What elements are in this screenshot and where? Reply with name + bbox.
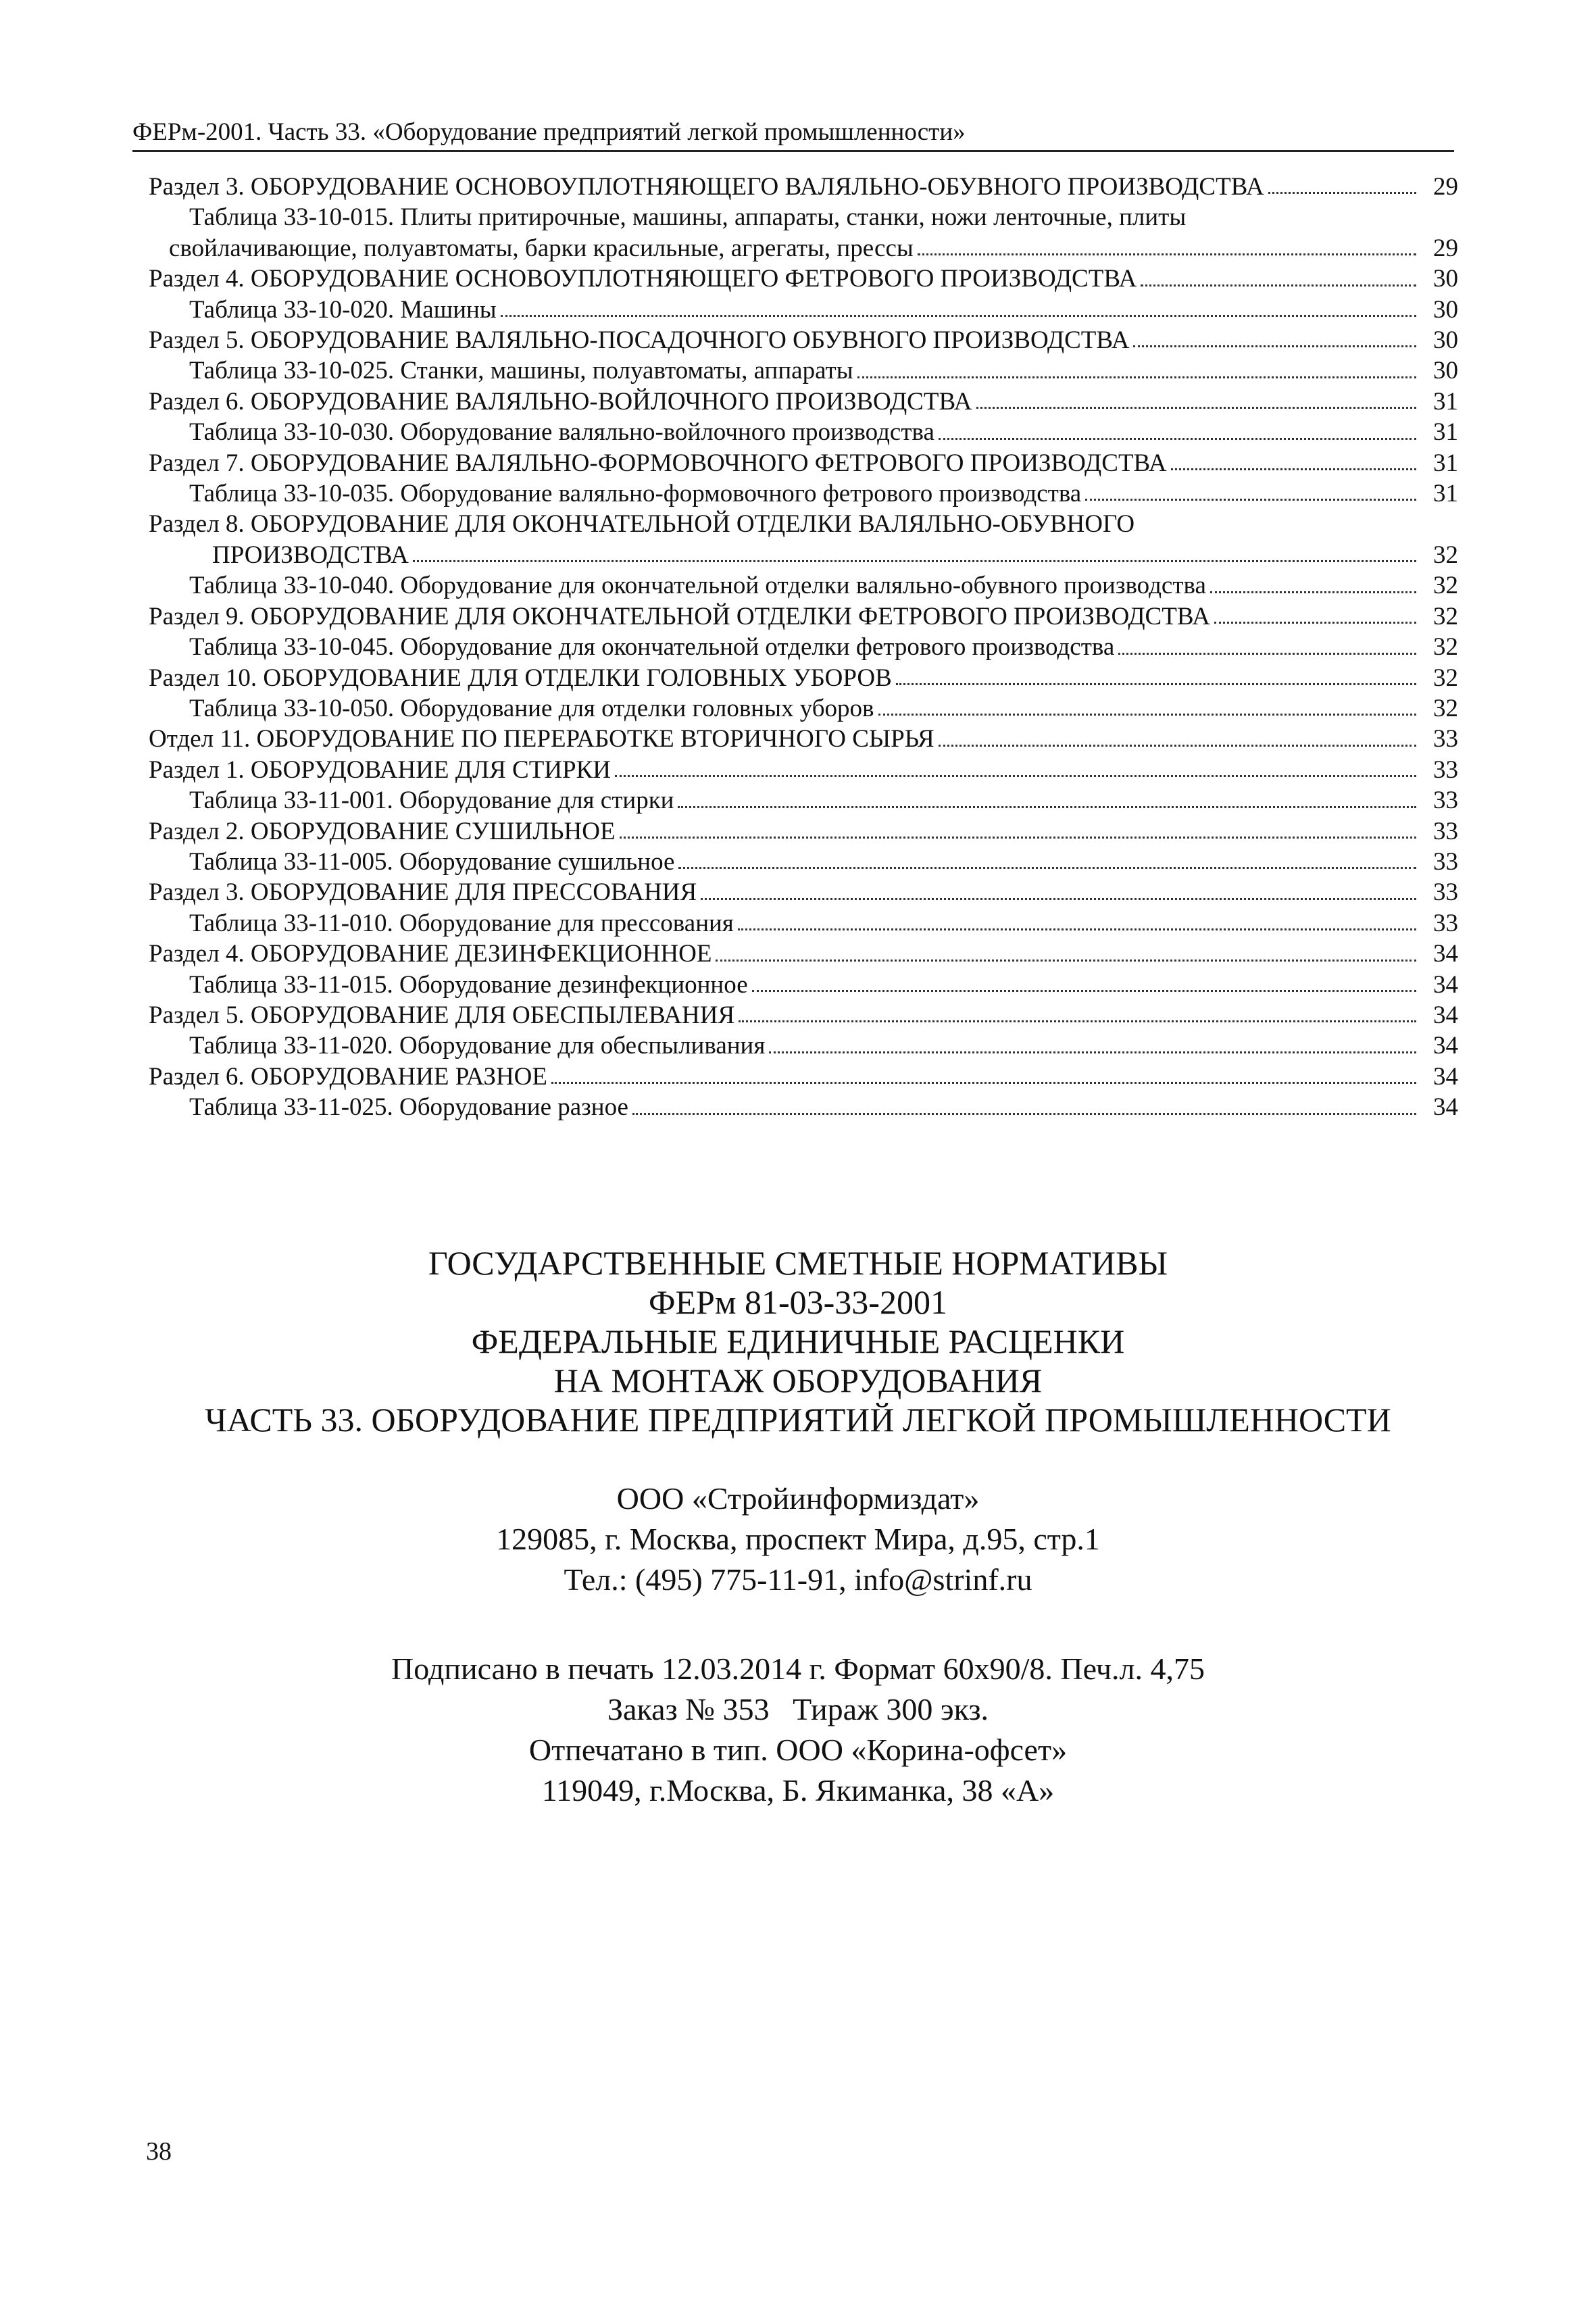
leader-dots	[551, 1082, 1416, 1084]
leader-dots	[716, 960, 1416, 962]
leader-dots	[1268, 192, 1416, 194]
table-of-contents	[149, 172, 1458, 1123]
toc-entry[interactable]: Таблица 33-10-050. Оборудование для отделки головных уборов 32	[149, 693, 1458, 724]
toc-entry[interactable]: Таблица 33-10-030. Оборудование валяльно-войлочного производства 31	[149, 417, 1458, 447]
leader-dots	[678, 867, 1416, 869]
leader-dots	[896, 683, 1416, 685]
toc-page-number: 34	[1433, 940, 1458, 968]
leader-dots	[738, 928, 1416, 930]
toc-entry[interactable]: Раздел 5. ОБОРУДОВАНИЕ ДЛЯ ОБЕСПЫЛЕВАНИЯ 34	[149, 1000, 1458, 1030]
toc-page-number: 32	[1433, 541, 1458, 569]
toc-page-number: 31	[1433, 418, 1458, 447]
toc-page-number: 33	[1433, 847, 1458, 876]
title-line: НА МОНТАЖ ОБОРУДОВАНИЯ	[553, 1362, 1043, 1399]
toc-page-number: 30	[1433, 326, 1458, 355]
toc-entry[interactable]: Таблица 33-11-025. Оборудование разное 34	[149, 1092, 1458, 1122]
leader-dots	[769, 1051, 1416, 1053]
toc-page-number: 33	[1433, 787, 1458, 815]
toc-entry[interactable]: Таблица 33-11-005. Оборудование сушильное 33	[149, 847, 1458, 877]
toc-page-number: 34	[1433, 970, 1458, 999]
leader-dots	[1171, 468, 1416, 470]
title-line: ГОСУДАРСТВЕННЫЕ СМЕТНЫЕ НОРМАТИВЫ	[428, 1244, 1168, 1282]
toc-entry[interactable]: Раздел 3. ОБОРУДОВАНИЕ ДЛЯ ПРЕССОВАНИЯ 33	[149, 877, 1458, 907]
print-info-block	[0, 1649, 1596, 1811]
print-signed-line: Подписано в печать 12.03.2014 г. Формат 60x90/8. Печ.л. 4,75	[391, 1651, 1205, 1686]
toc-page-number: 33	[1433, 878, 1458, 907]
toc-entry[interactable]: Таблица 33-10-045. Оборудование для окончательной отделки фетрового производства 32	[149, 632, 1458, 662]
publisher-contacts: Тел.: (495) 775-11-91, info@strinf.ru	[564, 1562, 1032, 1597]
toc-entry-continuation[interactable]: ПРОИЗВОДСТВА 32	[149, 540, 1458, 570]
toc-entry[interactable]: Раздел 4. ОБОРУДОВАНИЕ ДЕЗИНФЕКЦИОННОЕ 34	[149, 939, 1458, 969]
print-house-line: Отпечатано в тип. ООО «Корина-офсет»	[528, 1733, 1068, 1767]
toc-entry[interactable]: Раздел 2. ОБОРУДОВАНИЕ СУШИЛЬНОЕ 33	[149, 816, 1458, 847]
leader-dots	[739, 1020, 1416, 1022]
title-line: ФЕДЕРАЛЬНЫЕ ЕДИНИЧНЫЕ РАСЦЕНКИ	[471, 1322, 1125, 1360]
toc-entry[interactable]: Раздел 1. ОБОРУДОВАНИЕ ДЛЯ СТИРКИ 33	[149, 755, 1458, 785]
leader-dots	[501, 315, 1416, 317]
publisher-address: 129085, г. Москва, проспект Мира, д.95, стр.1	[496, 1522, 1100, 1556]
leader-dots	[620, 837, 1416, 839]
publisher-name: ООО «Стройинформиздат»	[616, 1481, 980, 1516]
leader-dots	[939, 745, 1416, 747]
print-house-address: 119049, г.Москва, Б. Якиманка, 38 «А»	[541, 1773, 1055, 1808]
toc-page-number: 30	[1433, 265, 1458, 293]
toc-entry[interactable]: Таблица 33-10-020. Машины 30	[149, 295, 1458, 325]
toc-entry[interactable]: Таблица 33-10-025. Станки, машины, полуавтоматы, аппараты 30	[149, 355, 1458, 386]
leader-dots	[752, 990, 1416, 992]
leader-dots	[918, 253, 1416, 255]
toc-page-number: 32	[1433, 633, 1458, 662]
page-number: 38	[146, 2137, 172, 2166]
toc-page-number: 34	[1433, 1032, 1458, 1060]
toc-entry[interactable]: Таблица 33-11-001. Оборудование для стирки 33	[149, 785, 1458, 816]
leader-dots	[632, 1113, 1416, 1115]
leader-dots	[678, 806, 1416, 808]
leader-dots	[701, 898, 1416, 900]
toc-entry-continuation[interactable]: свойлачивающие, полуавтоматы, барки красильные, агрегаты, прессы 29	[149, 233, 1458, 264]
toc-entry[interactable]: Таблица 33-10-035. Оборудование валяльно-формовочного фетрового производства 31	[149, 478, 1458, 509]
toc-entry[interactable]: Таблица 33-11-015. Оборудование дезинфекционное 34	[149, 970, 1458, 1000]
toc-page-number: 31	[1433, 387, 1458, 416]
toc-page-number: 32	[1433, 572, 1458, 600]
toc-page-number: 30	[1433, 295, 1458, 324]
toc-page-number: 30	[1433, 357, 1458, 385]
toc-entry[interactable]: Отдел 11. ОБОРУДОВАНИЕ ПО ПЕРЕРАБОТКЕ ВТОРИЧНОГО СЫРЬЯ 33	[149, 724, 1458, 754]
leader-dots	[878, 714, 1416, 716]
toc-entry[interactable]: Раздел 6. ОБОРУДОВАНИЕ РАЗНОЕ 34	[149, 1062, 1458, 1092]
toc-entry[interactable]: Таблица 33-10-040. Оборудование для окончательной отделки валяльно-обувного производства 32	[149, 570, 1458, 601]
leader-dots	[939, 438, 1416, 440]
toc-entry[interactable]: Раздел 9. ОБОРУДОВАНИЕ ДЛЯ ОКОНЧАТЕЛЬНОЙ ОТДЕЛКИ ФЕТРОВОГО ПРОИЗВОДСТВА 32	[149, 601, 1458, 632]
running-header: ФЕРм-2001. Часть 33. «Оборудование предприятий легкой промышленности»	[132, 116, 1454, 152]
toc-entry[interactable]: Таблица 33-10-015. Плиты притирочные, машины, аппараты, станки, ножи ленточные, плиты	[189, 203, 1187, 232]
leader-dots	[1133, 345, 1416, 347]
toc-entry[interactable]: Таблица 33-11-020. Оборудование для обеспыливания 34	[149, 1030, 1458, 1061]
toc-page-number: 31	[1433, 480, 1458, 508]
toc-page-number: 34	[1433, 1001, 1458, 1029]
toc-entry[interactable]: Раздел 5. ОБОРУДОВАНИЕ ВАЛЯЛЬНО-ПОСАДОЧНОГО ОБУВНОГО ПРОИЗВОДСТВА 30	[149, 325, 1458, 355]
toc-page-number: 32	[1433, 602, 1458, 630]
leader-dots	[1118, 653, 1416, 655]
leader-dots	[857, 376, 1416, 378]
toc-entry[interactable]: Раздел 7. ОБОРУДОВАНИЕ ВАЛЯЛЬНО-ФОРМОВОЧНОГО ФЕТРОВОГО ПРОИЗВОДСТВА 31	[149, 448, 1458, 478]
toc-entry[interactable]: Раздел 3. ОБОРУДОВАНИЕ ОСНОВОУПЛОТНЯЮЩЕГО ВАЛЯЛЬНО-ОБУВНОГО ПРОИЗВОДСТВА 29	[149, 172, 1458, 202]
toc-page-number: 33	[1433, 725, 1458, 753]
print-order-line: Заказ № 353 Тираж 300 экз.	[607, 1692, 989, 1726]
leader-dots	[1214, 622, 1416, 624]
title-line: ЧАСТЬ 33. ОБОРУДОВАНИЕ ПРЕДПРИЯТИЙ ЛЕГКОЙ ПРОМЫШЛЕННОСТИ	[205, 1401, 1391, 1439]
toc-page-number: 33	[1433, 755, 1458, 784]
toc-page-number: 32	[1433, 694, 1458, 722]
toc-entry[interactable]: Раздел 4. ОБОРУДОВАНИЕ ОСНОВОУПЛОТНЯЮЩЕГО ФЕТРОВОГО ПРОИЗВОДСТВА 30	[149, 264, 1458, 294]
toc-page-number: 32	[1433, 664, 1458, 692]
leader-dots	[976, 407, 1416, 409]
toc-page-number: 33	[1433, 817, 1458, 845]
leader-dots	[1085, 499, 1416, 501]
toc-page-number: 29	[1433, 234, 1458, 262]
leader-dots	[413, 560, 1416, 562]
publisher-block	[0, 1478, 1596, 1600]
toc-page-number: 33	[1433, 909, 1458, 937]
toc-entry[interactable]: Таблица 33-11-010. Оборудование для прессования 33	[149, 908, 1458, 939]
leader-dots	[615, 775, 1416, 777]
toc-page-number: 29	[1433, 173, 1458, 201]
toc-entry[interactable]: Раздел 8. ОБОРУДОВАНИЕ ДЛЯ ОКОНЧАТЕЛЬНОЙ ОТДЕЛКИ ВАЛЯЛЬНО-ОБУВНОГО	[149, 510, 1135, 539]
toc-page-number: 34	[1433, 1062, 1458, 1091]
leader-dots	[1210, 591, 1416, 593]
toc-entry[interactable]: Раздел 6. ОБОРУДОВАНИЕ ВАЛЯЛЬНО-ВОЙЛОЧНОГО ПРОИЗВОДСТВА 31	[149, 387, 1458, 417]
toc-page-number: 31	[1433, 449, 1458, 477]
document-title-block	[0, 1243, 1596, 1439]
toc-page-number: 34	[1433, 1093, 1458, 1122]
title-code: ФЕРм 81-03-33-2001	[649, 1283, 947, 1321]
leader-dots	[1141, 284, 1416, 287]
toc-entry[interactable]: Раздел 10. ОБОРУДОВАНИЕ ДЛЯ ОТДЕЛКИ ГОЛОВНЫХ УБОРОВ 32	[149, 663, 1458, 693]
